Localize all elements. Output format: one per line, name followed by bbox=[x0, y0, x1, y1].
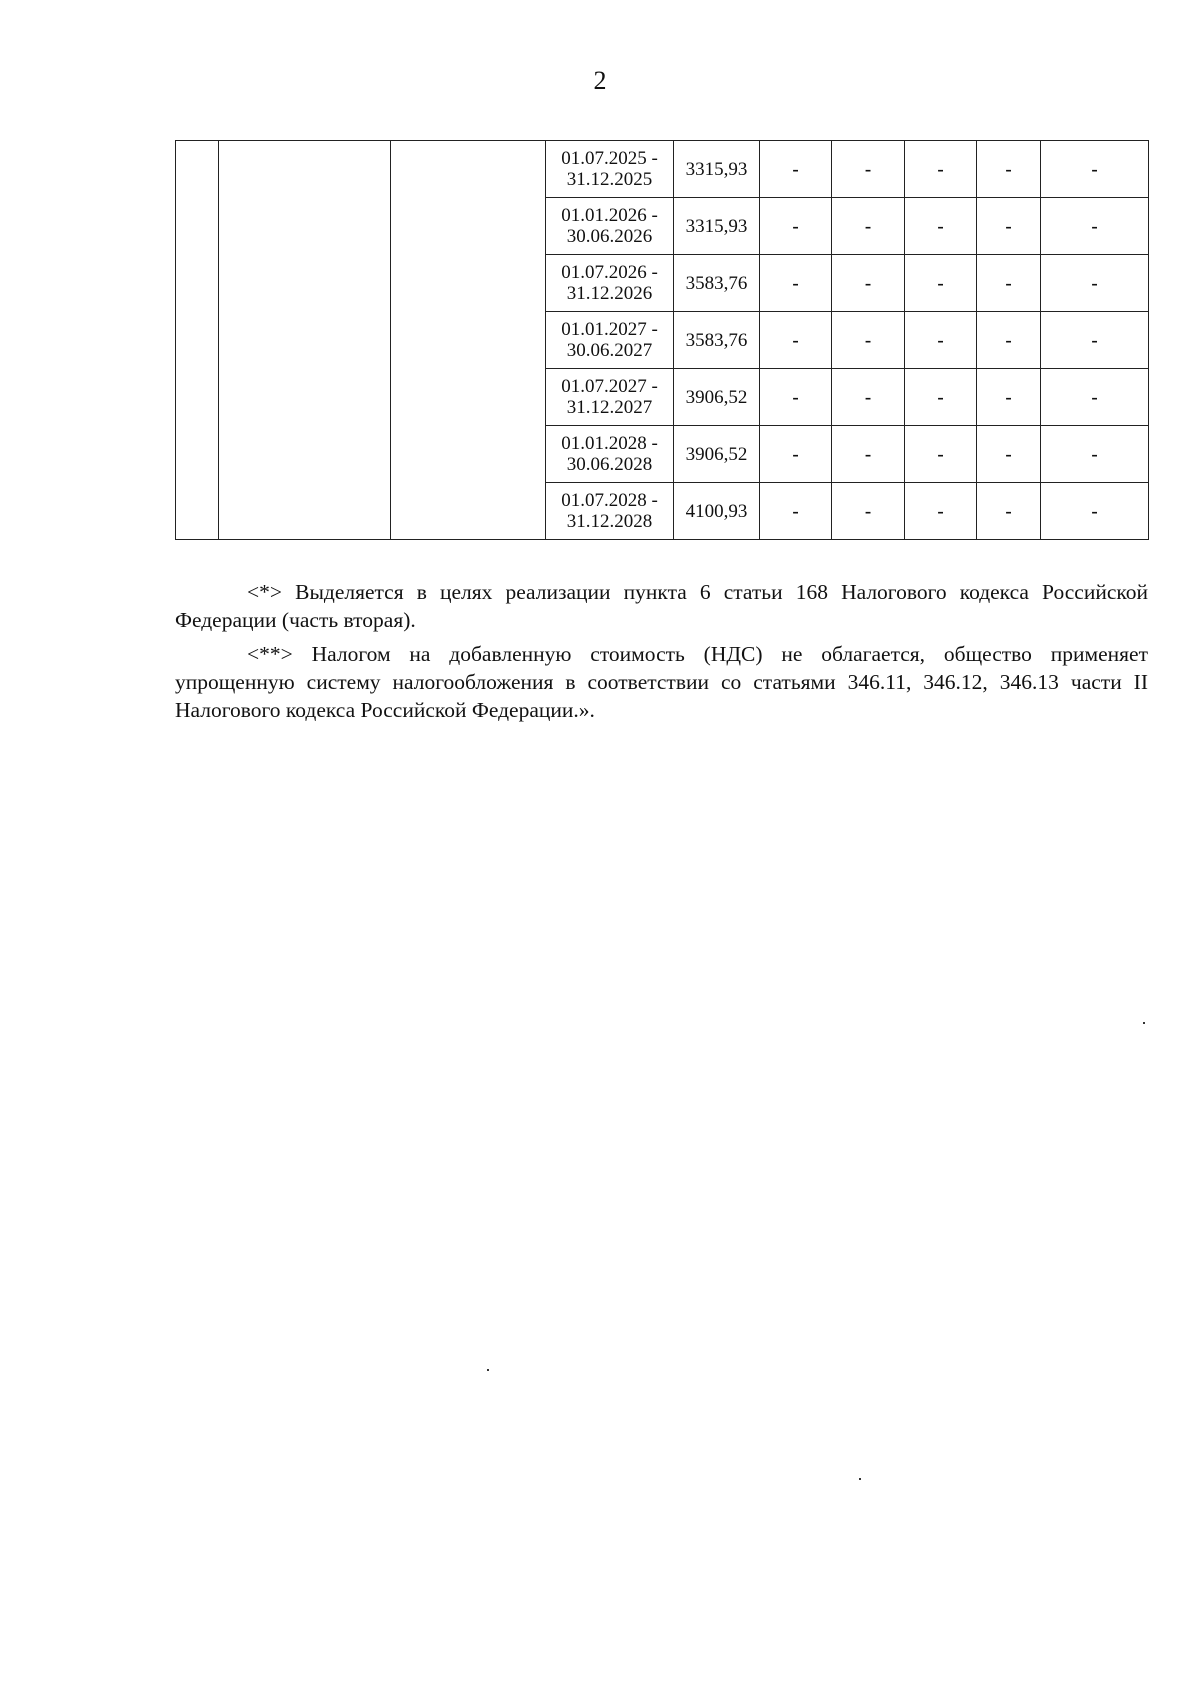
scan-speck bbox=[859, 1478, 861, 1480]
period-cell bbox=[546, 483, 674, 540]
dash-cell: - bbox=[832, 369, 905, 426]
dash-cell: - bbox=[977, 369, 1041, 426]
dash-cell: - bbox=[760, 312, 832, 369]
period-cell bbox=[546, 426, 674, 483]
dash-cell: - bbox=[977, 483, 1041, 540]
tariff-value: 3315,93 bbox=[674, 198, 760, 255]
scan-speck bbox=[487, 1369, 489, 1371]
period-end: 31.12.2028 bbox=[566, 511, 653, 532]
dash-cell: - bbox=[977, 198, 1041, 255]
dash-cell: - bbox=[905, 369, 977, 426]
page-number: 2 bbox=[593, 66, 607, 95]
period-start: 01.07.2028 - bbox=[561, 490, 658, 511]
period-start: 01.01.2027 - bbox=[561, 319, 658, 340]
tariff-value: 3315,93 bbox=[674, 141, 760, 198]
footnote-vat-exempt: <**> Налогом на добавленную стоимость (НДС) не облагается, общество применяет упрощенную систему налогообложения в соответствии со статьями 346.11, 346.12, 346.13 части II Налогового кодекса Российской Федерации.». bbox=[175, 642, 1148, 722]
dash-cell: - bbox=[1041, 483, 1149, 540]
empty-cell-number bbox=[176, 141, 219, 540]
period-cell bbox=[546, 141, 674, 198]
dash-cell: - bbox=[905, 198, 977, 255]
dash-cell: - bbox=[760, 198, 832, 255]
dash-cell: - bbox=[760, 255, 832, 312]
period-end: 30.06.2027 bbox=[566, 340, 653, 361]
dash-cell: - bbox=[905, 483, 977, 540]
period-end: 31.12.2027 bbox=[566, 397, 653, 418]
dash-cell: - bbox=[977, 141, 1041, 198]
dash-cell: - bbox=[760, 426, 832, 483]
period-start: 01.07.2027 - bbox=[561, 376, 658, 397]
period-start: 01.01.2026 - bbox=[561, 205, 658, 226]
dash-cell: - bbox=[905, 255, 977, 312]
dash-cell: - bbox=[760, 483, 832, 540]
period-start: 01.07.2025 - bbox=[561, 148, 658, 169]
dash-cell: - bbox=[905, 141, 977, 198]
tariff-value: 3906,52 bbox=[674, 426, 760, 483]
period-end: 31.12.2026 bbox=[566, 283, 653, 304]
period-end: 31.12.2025 bbox=[566, 169, 653, 190]
tariff-value: 3583,76 bbox=[674, 255, 760, 312]
period-start: 01.01.2028 - bbox=[561, 433, 658, 454]
dash-cell: - bbox=[1041, 426, 1149, 483]
dash-cell: - bbox=[1041, 141, 1149, 198]
dash-cell: - bbox=[905, 426, 977, 483]
table-row bbox=[176, 141, 1149, 198]
dash-cell: - bbox=[1041, 198, 1149, 255]
empty-cell-category bbox=[391, 141, 546, 540]
dash-cell: - bbox=[1041, 312, 1149, 369]
dash-cell: - bbox=[1041, 255, 1149, 312]
tariff-value: 3906,52 bbox=[674, 369, 760, 426]
empty-cell-organization bbox=[219, 141, 391, 540]
dash-cell: - bbox=[977, 426, 1041, 483]
period-start: 01.07.2026 - bbox=[561, 262, 658, 283]
dash-cell: - bbox=[832, 312, 905, 369]
dash-cell: - bbox=[832, 141, 905, 198]
period-cell bbox=[546, 198, 674, 255]
period-end: 30.06.2026 bbox=[566, 226, 653, 247]
tariff-table bbox=[175, 140, 1149, 540]
dash-cell: - bbox=[832, 426, 905, 483]
scan-speck bbox=[1143, 1022, 1145, 1024]
period-end: 30.06.2028 bbox=[566, 454, 653, 475]
dash-cell: - bbox=[905, 312, 977, 369]
footnote-vat-allocation: <*> Выделяется в целях реализации пункта 6 статьи 168 Налогового кодекса Российской Федерации (часть вторая). bbox=[175, 580, 1148, 632]
dash-cell: - bbox=[977, 312, 1041, 369]
period-cell bbox=[546, 255, 674, 312]
dash-cell: - bbox=[832, 198, 905, 255]
dash-cell: - bbox=[977, 255, 1041, 312]
dash-cell: - bbox=[760, 141, 832, 198]
tariff-value: 4100,93 bbox=[674, 483, 760, 540]
dash-cell: - bbox=[832, 483, 905, 540]
period-cell bbox=[546, 312, 674, 369]
footnotes bbox=[175, 578, 1148, 730]
dash-cell: - bbox=[1041, 369, 1149, 426]
period-cell bbox=[546, 369, 674, 426]
dash-cell: - bbox=[760, 369, 832, 426]
dash-cell: - bbox=[832, 255, 905, 312]
tariff-value: 3583,76 bbox=[674, 312, 760, 369]
